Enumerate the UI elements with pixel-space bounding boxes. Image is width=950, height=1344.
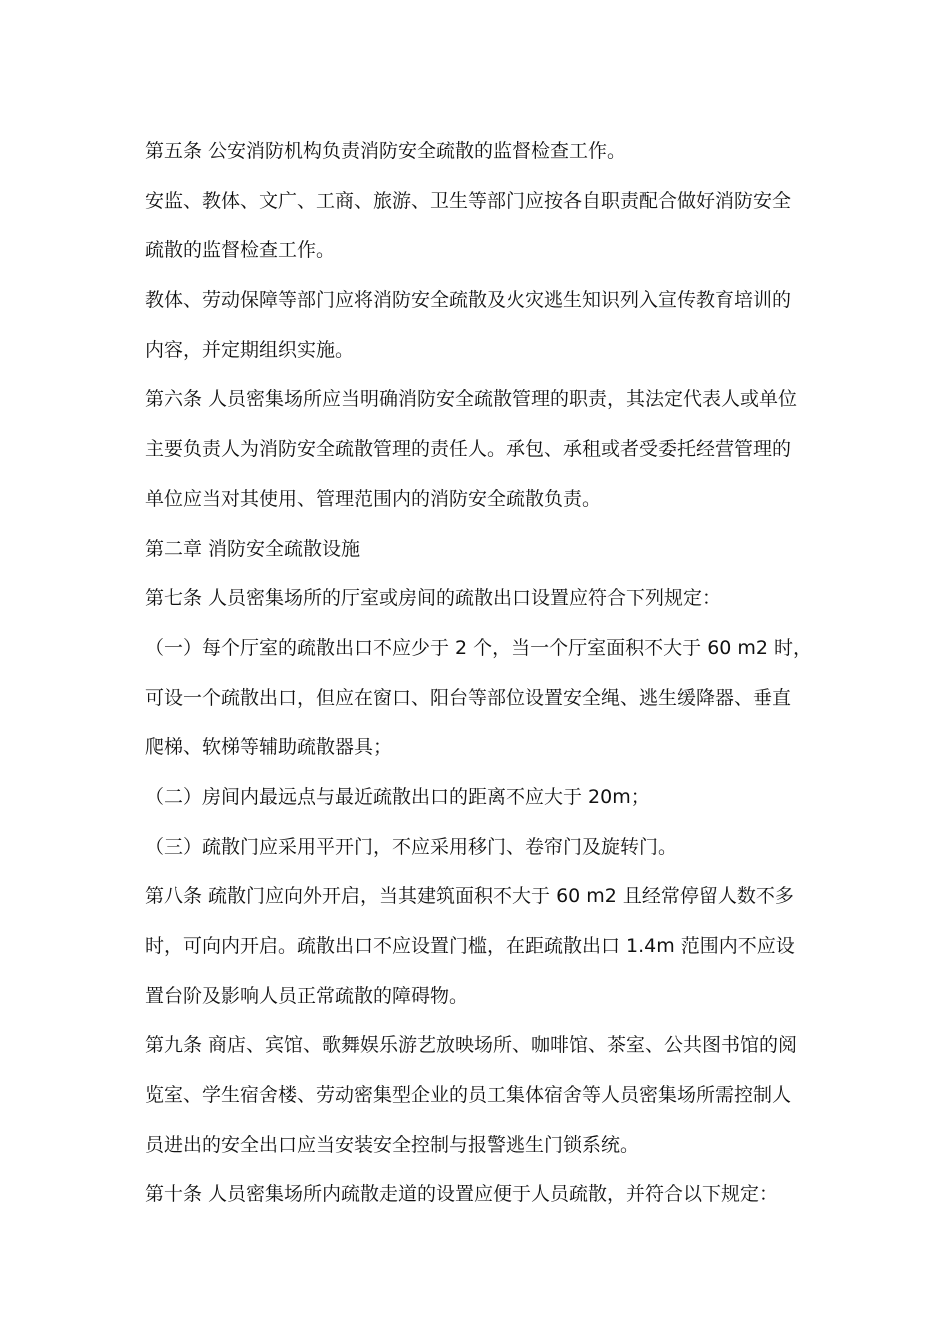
text-line: （二）房间内最远点与最近疏散出口的距离不应大于 20m； — [145, 785, 650, 808]
text-line: 主要负责人为消防安全疏散管理的责任人。承包、承租或者受委托经营管理的 — [145, 438, 792, 461]
document-body — [145, 133, 815, 1226]
chapter-heading: 第二章 消防安全疏散设施 — [145, 537, 361, 560]
text-line: 安监、教体、文广、工商、旅游、卫生等部门应按各自职责配合做好消防安全 — [145, 189, 792, 212]
text-line: 员进出的安全出口应当安装安全控制与报警逃生门锁系统。 — [145, 1133, 640, 1156]
text-line: 置台阶及影响人员正常疏散的障碍物。 — [145, 984, 469, 1007]
text-line: 第十条 人员密集场所内疏散走道的设置应便于人员疏散，并符合以下规定： — [145, 1183, 779, 1206]
text-line: （一）每个厅室的疏散出口不应少于 2 个，当一个厅室面积不大于 60 m2 时， — [145, 636, 813, 659]
text-line: 览室、学生宿舍楼、劳动密集型企业的员工集体宿舍等人员密集场所需控制人 — [145, 1084, 792, 1107]
text-line: （三）疏散门应采用平开门，不应采用移门、卷帘门及旋转门。 — [145, 835, 678, 858]
text-line: 时，可向内开启。疏散出口不应设置门槛，在距疏散出口 1.4m 范围内不应设 — [145, 935, 795, 957]
text-line: 内容，并定期组织实施。 — [145, 338, 355, 361]
text-line: 第五条 公安消防机构负责消防安全疏散的监督检查工作。 — [145, 140, 627, 162]
text-line: 第九条 商店、宾馆、歌舞娱乐游艺放映场所、咖啡馆、茶室、公共图书馆的阅 — [145, 1034, 798, 1057]
text-line: 第七条 人员密集场所的厅室或房间的疏散出口设置应符合下列规定： — [145, 587, 722, 610]
text-line: 疏散的监督检查工作。 — [145, 239, 336, 262]
text-line: 教体、劳动保障等部门应将消防安全疏散及火灾逃生知识列入宣传教育培训的 — [145, 289, 792, 312]
text-line: 爬梯、软梯等辅助疏散器具； — [145, 736, 393, 759]
text-line: 单位应当对其使用、管理范围内的消防安全疏散负责。 — [145, 487, 602, 510]
text-line: 第八条 疏散门应向外开启，当其建筑面积不大于 60 m2 且经常停留人数不多 — [145, 885, 794, 908]
text-line: 可设一个疏散出口，但应在窗口、阳台等部位设置安全绳、逃生缓降器、垂直 — [145, 686, 792, 709]
text-line: 第六条 人员密集场所应当明确消防安全疏散管理的职责，其法定代表人或单位 — [145, 388, 798, 411]
